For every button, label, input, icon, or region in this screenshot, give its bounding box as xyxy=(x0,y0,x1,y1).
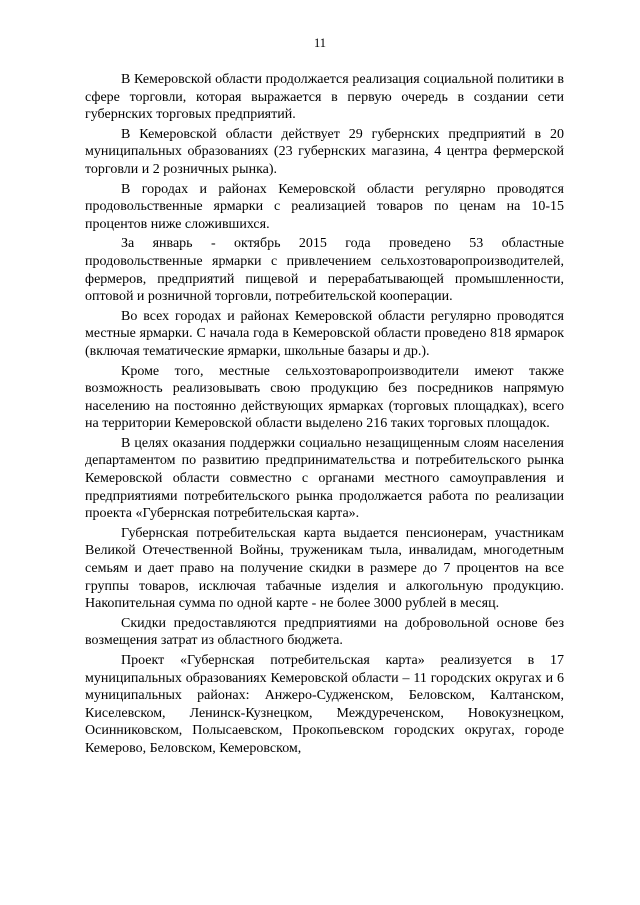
paragraph-support-project: В целях оказания поддержки социально незащищенным слоям населения департаментом по развитию предпринимательства и потребительского рынка Кемеровской области совместно с органами местного самоуправления и предприятиями потребительского рынка продолжается работа по реализации проекта «Губернская потребительская карта». xyxy=(85,435,564,522)
paragraph-trade-policy: В Кемеровской области продолжается реализация социальной политики в сфере торговли, которая выражается в первую очередь в создании сети губернских торговых предприятий. xyxy=(85,72,564,123)
paragraph-local-fairs: Во всех городах и районах Кемеровской области регулярно проводятся местные ярмарки. С начала года в Кемеровской области проведено 818 ярмарок (включая тематические ярмарки, школьные базары и др.). xyxy=(85,308,564,359)
paragraph-governor-enterprises: В Кемеровской области действует 29 губернских предприятий в 20 муниципальных образованиях (23 губернских магазина, 4 центра фермерской торговли и 2 розничных рынка). xyxy=(85,126,564,177)
paragraph-regional-fairs-2015: За январь - октябрь 2015 года проведено 53 областные продовольственные ярмарки с привлечением сельхозтоваропроизводителей, фермеров, предприятий пищевой и перерабатывающей промышленности, оптовой и розничной торговли, потребительской кооперации. xyxy=(85,236,564,305)
paragraph-food-fairs: В городах и районах Кемеровской области регулярно проводятся продовольственные ярмарки с реализацией товаров по ценам на 10-15 процентов ниже сложившихся. xyxy=(85,181,564,232)
paragraph-card-eligibility: Губернская потребительская карта выдается пенсионерам, участникам Великой Отечественной Войны, труженикам тыла, инвалидам, многодетным семьям и дает право на получение скидки в размере до 7 процентов на все группы товаров, исключая табачные изделия и алкогольную продукцию. Накопительная сумма по одной карте - не более 3000 рублей в месяц. xyxy=(85,525,564,612)
document-body xyxy=(85,71,564,760)
paragraph-project-territories: Проект «Губернская потребительская карта» реализуется в 17 муниципальных образованиях Кемеровской области – 11 городских округах и 6 муниципальных районах: Анжеро-Судженском, Беловском, Калтанском, Киселевском, Ленинск-Кузнецком, Междуреченском, Новокузнецком, Осинниковском, Полысаевском, Прокопьевском городских округах, городе Кемерово, Беловском, Кемеровском, xyxy=(85,653,564,756)
paragraph-trading-platforms: Кроме того, местные сельхозтоваропроизводители имеют также возможность реализовывать свою продукцию без посредников напрямую населению на постоянно действующих ярмарках (торговых площадках), всего на территории Кемеровской области выделено 216 таких торговых площадок. xyxy=(85,363,564,432)
page-number: 11 xyxy=(313,36,327,50)
paragraph-discount-funding: Скидки предоставляются предприятиями на добровольной основе без возмещения затрат из областного бюджета. xyxy=(85,615,564,649)
